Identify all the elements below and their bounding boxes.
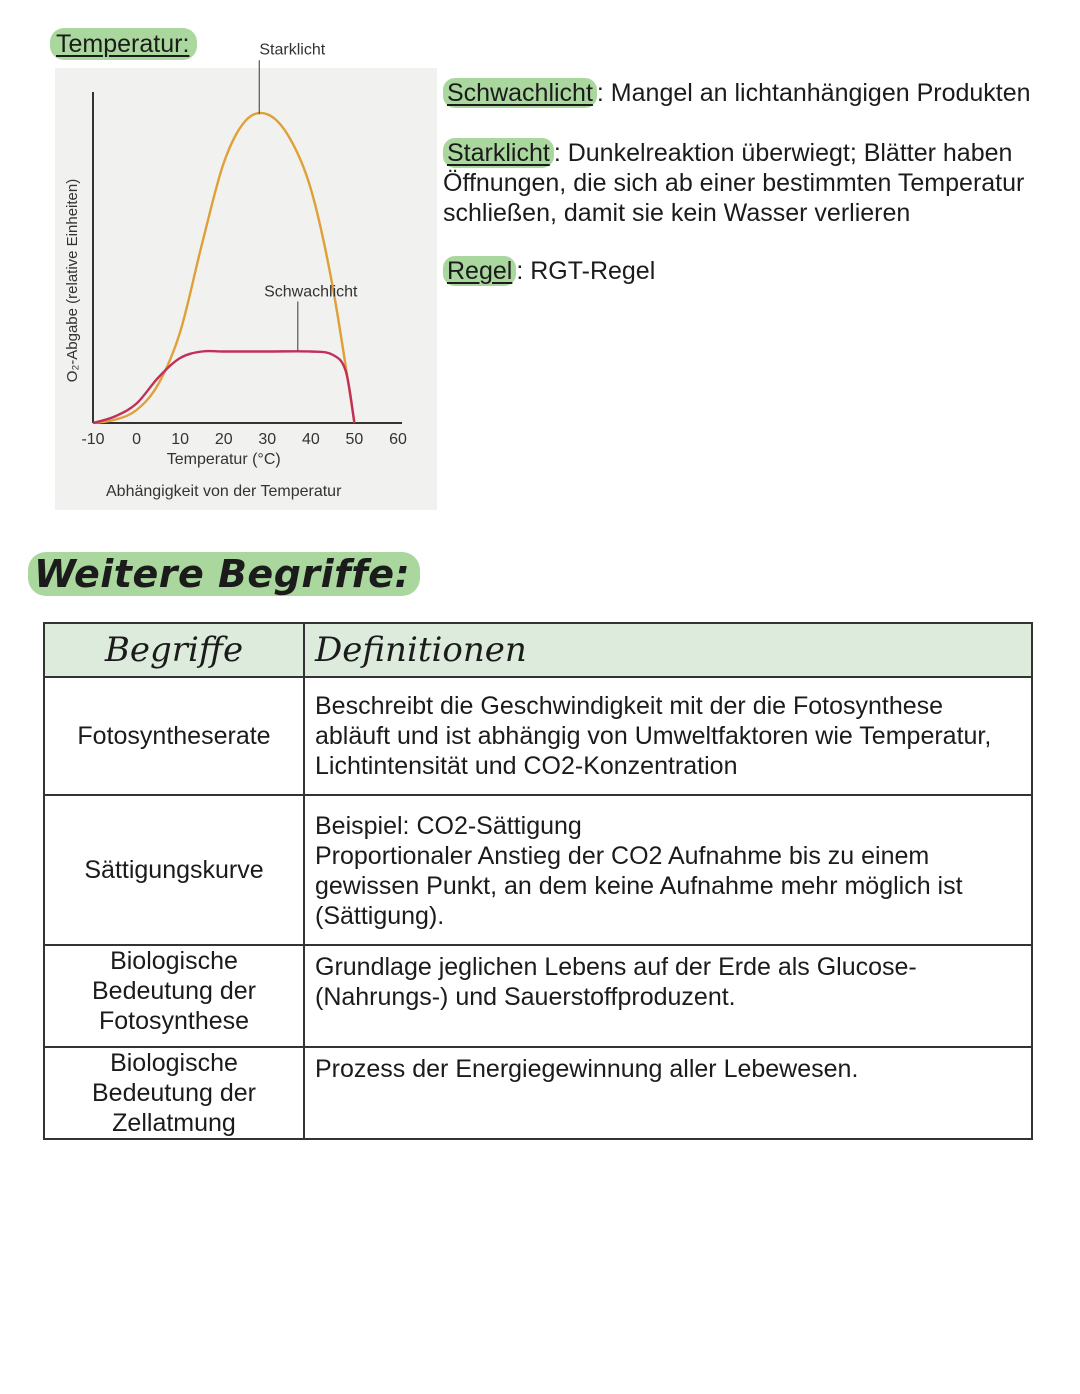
header-definitionen: Definitionen — [304, 623, 1032, 677]
temperature-heading: Temperatur: — [50, 28, 197, 60]
table-row — [44, 795, 1032, 945]
chart-title: Abhängigkeit von der Temperatur — [106, 483, 342, 500]
note-starklicht: Starklicht : Dunkelreaktion überwiegt; Blätter haben Öffnungen, die sich ab einer bestimmten Temperatur schließen, damit sie kein Wasser verlieren — [443, 139, 1025, 227]
note-schwachlicht: Schwachlicht : Mangel an lichtanhängigen Produkten — [443, 78, 1031, 108]
table-row — [44, 677, 1032, 795]
x-tick-label: 40 — [301, 431, 320, 448]
x-tick-label: 0 — [132, 431, 142, 448]
note-term: Starklicht — [443, 138, 554, 168]
x-tick-label: 60 — [389, 431, 407, 448]
table-header-row — [44, 623, 1032, 677]
definition-cell: Beschreibt die Geschwindigkeit mit der die Fotosynthese abläuft und ist abhängig von Umweltfaktoren wie Temperatur, Lichtintensität und CO2-Konzentration — [304, 677, 1032, 795]
y-axis-label: O₂-Abgabe (relative Einheiten) — [64, 178, 81, 383]
definition-cell: Grundlage jeglichen Lebens auf der Erde als Glucose-(Nahrungs-) und Sauerstoffproduzent. — [304, 945, 1032, 1047]
term-cell: Biologische Bedeutung der Zellatmung — [44, 1047, 304, 1139]
table-row — [44, 945, 1032, 1047]
definition-text: Proportionaler Anstieg der CO2 Aufnahme bis zu einem gewissen Punkt, an dem keine Aufnahme mehr möglich ist (Sättigung). — [315, 842, 963, 930]
section-title: Weitere Begriffe: — [28, 552, 420, 596]
schwachlicht-label: Schwachlicht — [264, 283, 358, 301]
x-tick-label: 30 — [258, 431, 277, 448]
note-term: Regel — [443, 256, 516, 286]
term-cell: Biologische Bedeutung der Fotosynthese — [44, 945, 304, 1047]
series-starklicht-line — [93, 113, 354, 423]
starklicht-label: Starklicht — [259, 41, 326, 59]
header-begriffe: Begriffe — [44, 623, 304, 677]
note-text: Dunkelreaktion überwiegt; Blätter haben Öffnungen, die sich ab einer bestimmten Temperatur schließen, damit sie kein Wasser verlieren — [443, 139, 1025, 227]
note-term: Schwachlicht — [443, 78, 597, 108]
definition-example: Beispiel: CO2-Sättigung — [315, 812, 582, 840]
note-text: RGT-Regel — [523, 257, 656, 285]
term-cell: Fotosyntheserate — [44, 677, 304, 795]
x-tick-label: 20 — [214, 431, 233, 448]
note-regel: Regel : RGT-Regel — [443, 256, 655, 286]
x-tick-label: 50 — [345, 431, 364, 448]
temperature-chart — [55, 41, 437, 510]
note-text: Mangel an lichtanhängigen Produkten — [603, 79, 1031, 107]
x-axis-label: Temperatur (°C) — [166, 451, 281, 468]
x-tick-label: -10 — [81, 431, 105, 448]
x-tick-label: 10 — [171, 431, 190, 448]
term-cell: Sättigungskurve — [44, 795, 304, 945]
terms-table — [43, 622, 1033, 1140]
definition-cell — [304, 795, 1032, 945]
definition-cell: Prozess der Energiegewinnung aller Lebewesen. — [304, 1047, 1032, 1139]
table-row — [44, 1047, 1032, 1139]
